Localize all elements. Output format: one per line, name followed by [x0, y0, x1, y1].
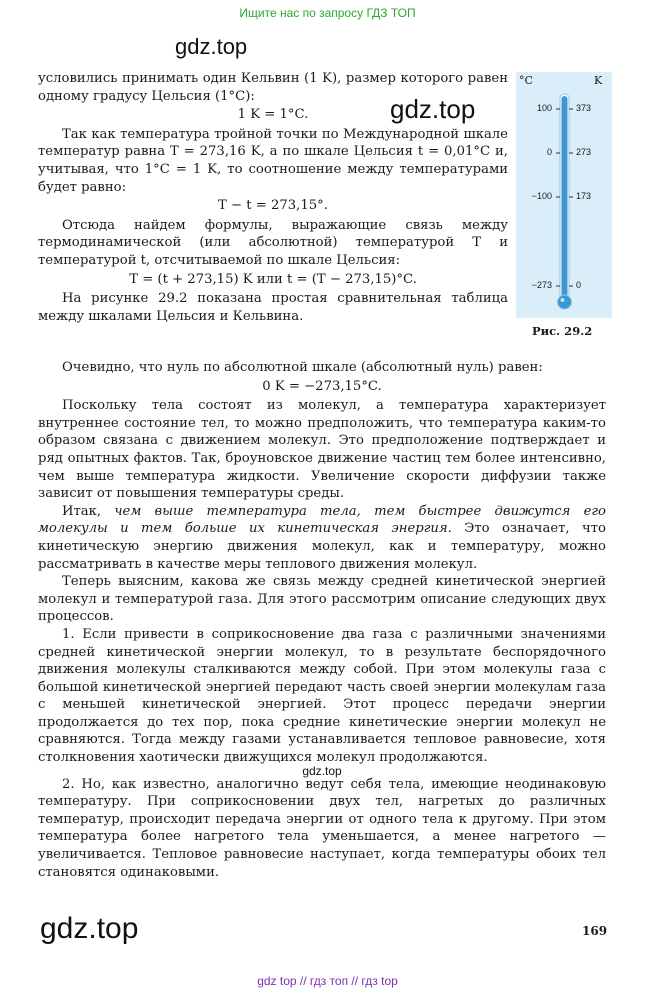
paragraph-7-start: Итак, — [62, 503, 115, 519]
paragraph-8: Теперь выясним, какова же связь между средней кинетической энергией молекул и температурой газа. Для этого рассмотрим описание следующих двух процессов. — [38, 574, 606, 625]
celsius-tick-minus-273: −273 — [531, 280, 552, 290]
kelvin-tick-373: 373 — [576, 103, 592, 113]
watermark-gdz-1: gdz.top — [175, 34, 248, 59]
paragraph-5: Очевидно, что нуль по абсолютной шкале (абсолютный нуль) равен: — [62, 360, 543, 375]
paragraph-10: 2. Но, как известно, аналогично ведут себя тела, имеющие неодинаковую температуру. При соприкосновении двух тел, нагретых до различных температур, происходит передача энергии от одного тела к другому. При этом температура более нагретого тела уменьшается, а менее нагретого — увеличивается. Тепловое равновесие наступает, когда температуры обоих тел становятся одинаковыми. — [38, 776, 606, 880]
paragraph-3: Отсюда найдем формулы, выражающие связь между термодинамической (или абсолютной) температурой T и температурой t, отсчитываемой по шкале Цельсия: — [38, 217, 508, 268]
kelvin-unit-label: K — [594, 74, 603, 87]
watermark-gdz-4: gdz.top — [40, 912, 139, 945]
paragraph-7 — [38, 503, 606, 573]
top-banner: Ищите нас по запросу ГДЗ ТОП — [239, 6, 416, 20]
paragraph-1: условились принимать один Кельвин (1 K), размер которого равен одному градусу Цельсия (1°C): — [38, 71, 508, 104]
paragraph-9: 1. Если привести в соприкосновение два газа с различными значениями средней кинетической энергии молекул, то в результате беспорядочного движения молекулы сталкиваются между собой. При этом молекулы газа с большой кинетической энергией передают часть своей энергии молекулам газа с меньшей кинетической энергией. Этот процесс передачи энергии продолжается до тех пор, пока средние кинетические энергии молекул не сравняются. Тогда между газами устанавливается тепловое равновесие, хотя столкновения хаотически движущихся молекул продолжаются. — [38, 626, 606, 766]
figure-caption: Рис. 29.2 — [532, 324, 593, 338]
celsius-unit-label: °C — [519, 74, 533, 87]
thermometer-svg — [516, 72, 612, 318]
paragraph-2: Так как температура тройной точки по Международной шкале температур равна T = 273,16 K, а по шкале Цельсия t = 0,01°C и, учитывая, что 1°C = 1 K, то соотношение между температурами будет равно: — [38, 126, 508, 195]
watermark-gdz-2: gdz.top — [390, 94, 476, 124]
thermometer-figure — [516, 72, 612, 318]
bottom-banner: gdz top // гдз топ // гдз top — [257, 974, 398, 988]
paragraph-7-italic: чем выше температура тела, тем быстрее движутся его молекулы и тем больше их кинетическая энергия — [38, 503, 606, 537]
upper-text-column — [38, 70, 508, 325]
kelvin-tick-273: 273 — [576, 147, 592, 157]
formula-1: 1 K = 1°C. — [237, 107, 309, 123]
lower-text-column — [38, 359, 606, 881]
kelvin-tick-173: 173 — [576, 191, 592, 201]
page-number: 169 — [582, 924, 608, 938]
kelvin-tick-0: 0 — [576, 280, 582, 290]
formula-3: T = (t + 273,15) K или t = (T − 273,15)°C. — [129, 271, 417, 287]
watermark-gdz-3: gdz.top — [302, 763, 342, 778]
paragraph-4: На рисунке 29.2 показана простая сравнительная таблица между шкалами Цельсия и Кельвина. — [38, 291, 508, 324]
celsius-tick-100: 100 — [536, 103, 552, 113]
celsius-tick-0: 0 — [546, 147, 552, 157]
paragraph-6: Поскольку тела состоят из молекул, а температура характеризует внутреннее состояние тел, то можно предположить, что температура каким-то образом связана с движением молекул. Это предположение подтверждает и ряд опытных фактов. Так, броуновское движение частиц тем более интенсивно, чем выше температура жидкости. Увеличение скорости диффузии также зависит от повышения температуры среды. — [38, 398, 606, 502]
celsius-tick-minus-100: −100 — [531, 191, 552, 201]
formula-4: 0 K = −273,15°C. — [262, 378, 382, 394]
paragraph-7-end: . Это означает, что кинетическую энергию движения молекул, как и температуру, можно рассматривать в качестве меры теплового движения молекул. — [38, 521, 606, 572]
formula-2: T − t = 273,15°. — [218, 198, 328, 214]
